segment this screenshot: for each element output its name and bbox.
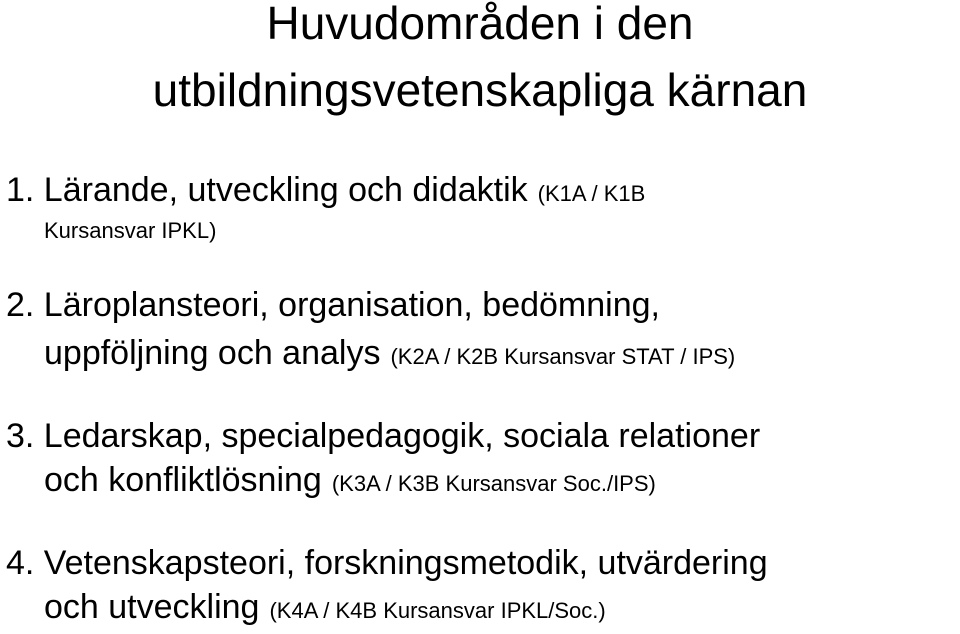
item-3-course-note: (K3A / K3B Kursansvar Soc./IPS) — [331, 471, 656, 496]
item-3-heading: 3. Ledarskap, specialpedagogik, sociala relationer — [6, 417, 761, 455]
item-2-heading: 2. Läroplansteori, organisation, bedömning, — [6, 286, 660, 324]
item-4-line-1 — [6, 543, 768, 590]
title-line-2: utbildningsvetenskapliga kärnan — [152, 64, 808, 116]
item-1-course-responsible: Kursansvar IPKL) — [44, 218, 217, 243]
item-3-line-1 — [6, 416, 760, 463]
item-1-line-2 — [44, 207, 216, 254]
item-4-course-note: (K4A / K4B Kursansvar IPKL/Soc.) — [269, 598, 606, 623]
item-4-line-2 — [44, 587, 606, 634]
item-1-course-note: (K1A / K1B — [537, 181, 646, 206]
item-1-heading: 1. Lärande, utveckling och didaktik — [6, 171, 528, 209]
title-line-1: Huvudområden i den — [266, 0, 694, 49]
item-2-heading-cont: uppföljning och analys — [44, 334, 381, 372]
item-3-heading-cont: och konfliktlösning — [44, 461, 322, 499]
item-2-course-note: (K2A / K2B Kursansvar STAT / IPS) — [390, 344, 736, 369]
item-4-heading: 4. Vetenskapsteori, forskningsmetodik, utvärdering — [6, 544, 768, 582]
item-2-line-1 — [6, 285, 660, 332]
item-2-line-2 — [44, 333, 735, 380]
item-3-line-2 — [44, 460, 656, 507]
item-4-heading-cont: och utveckling — [44, 588, 260, 626]
